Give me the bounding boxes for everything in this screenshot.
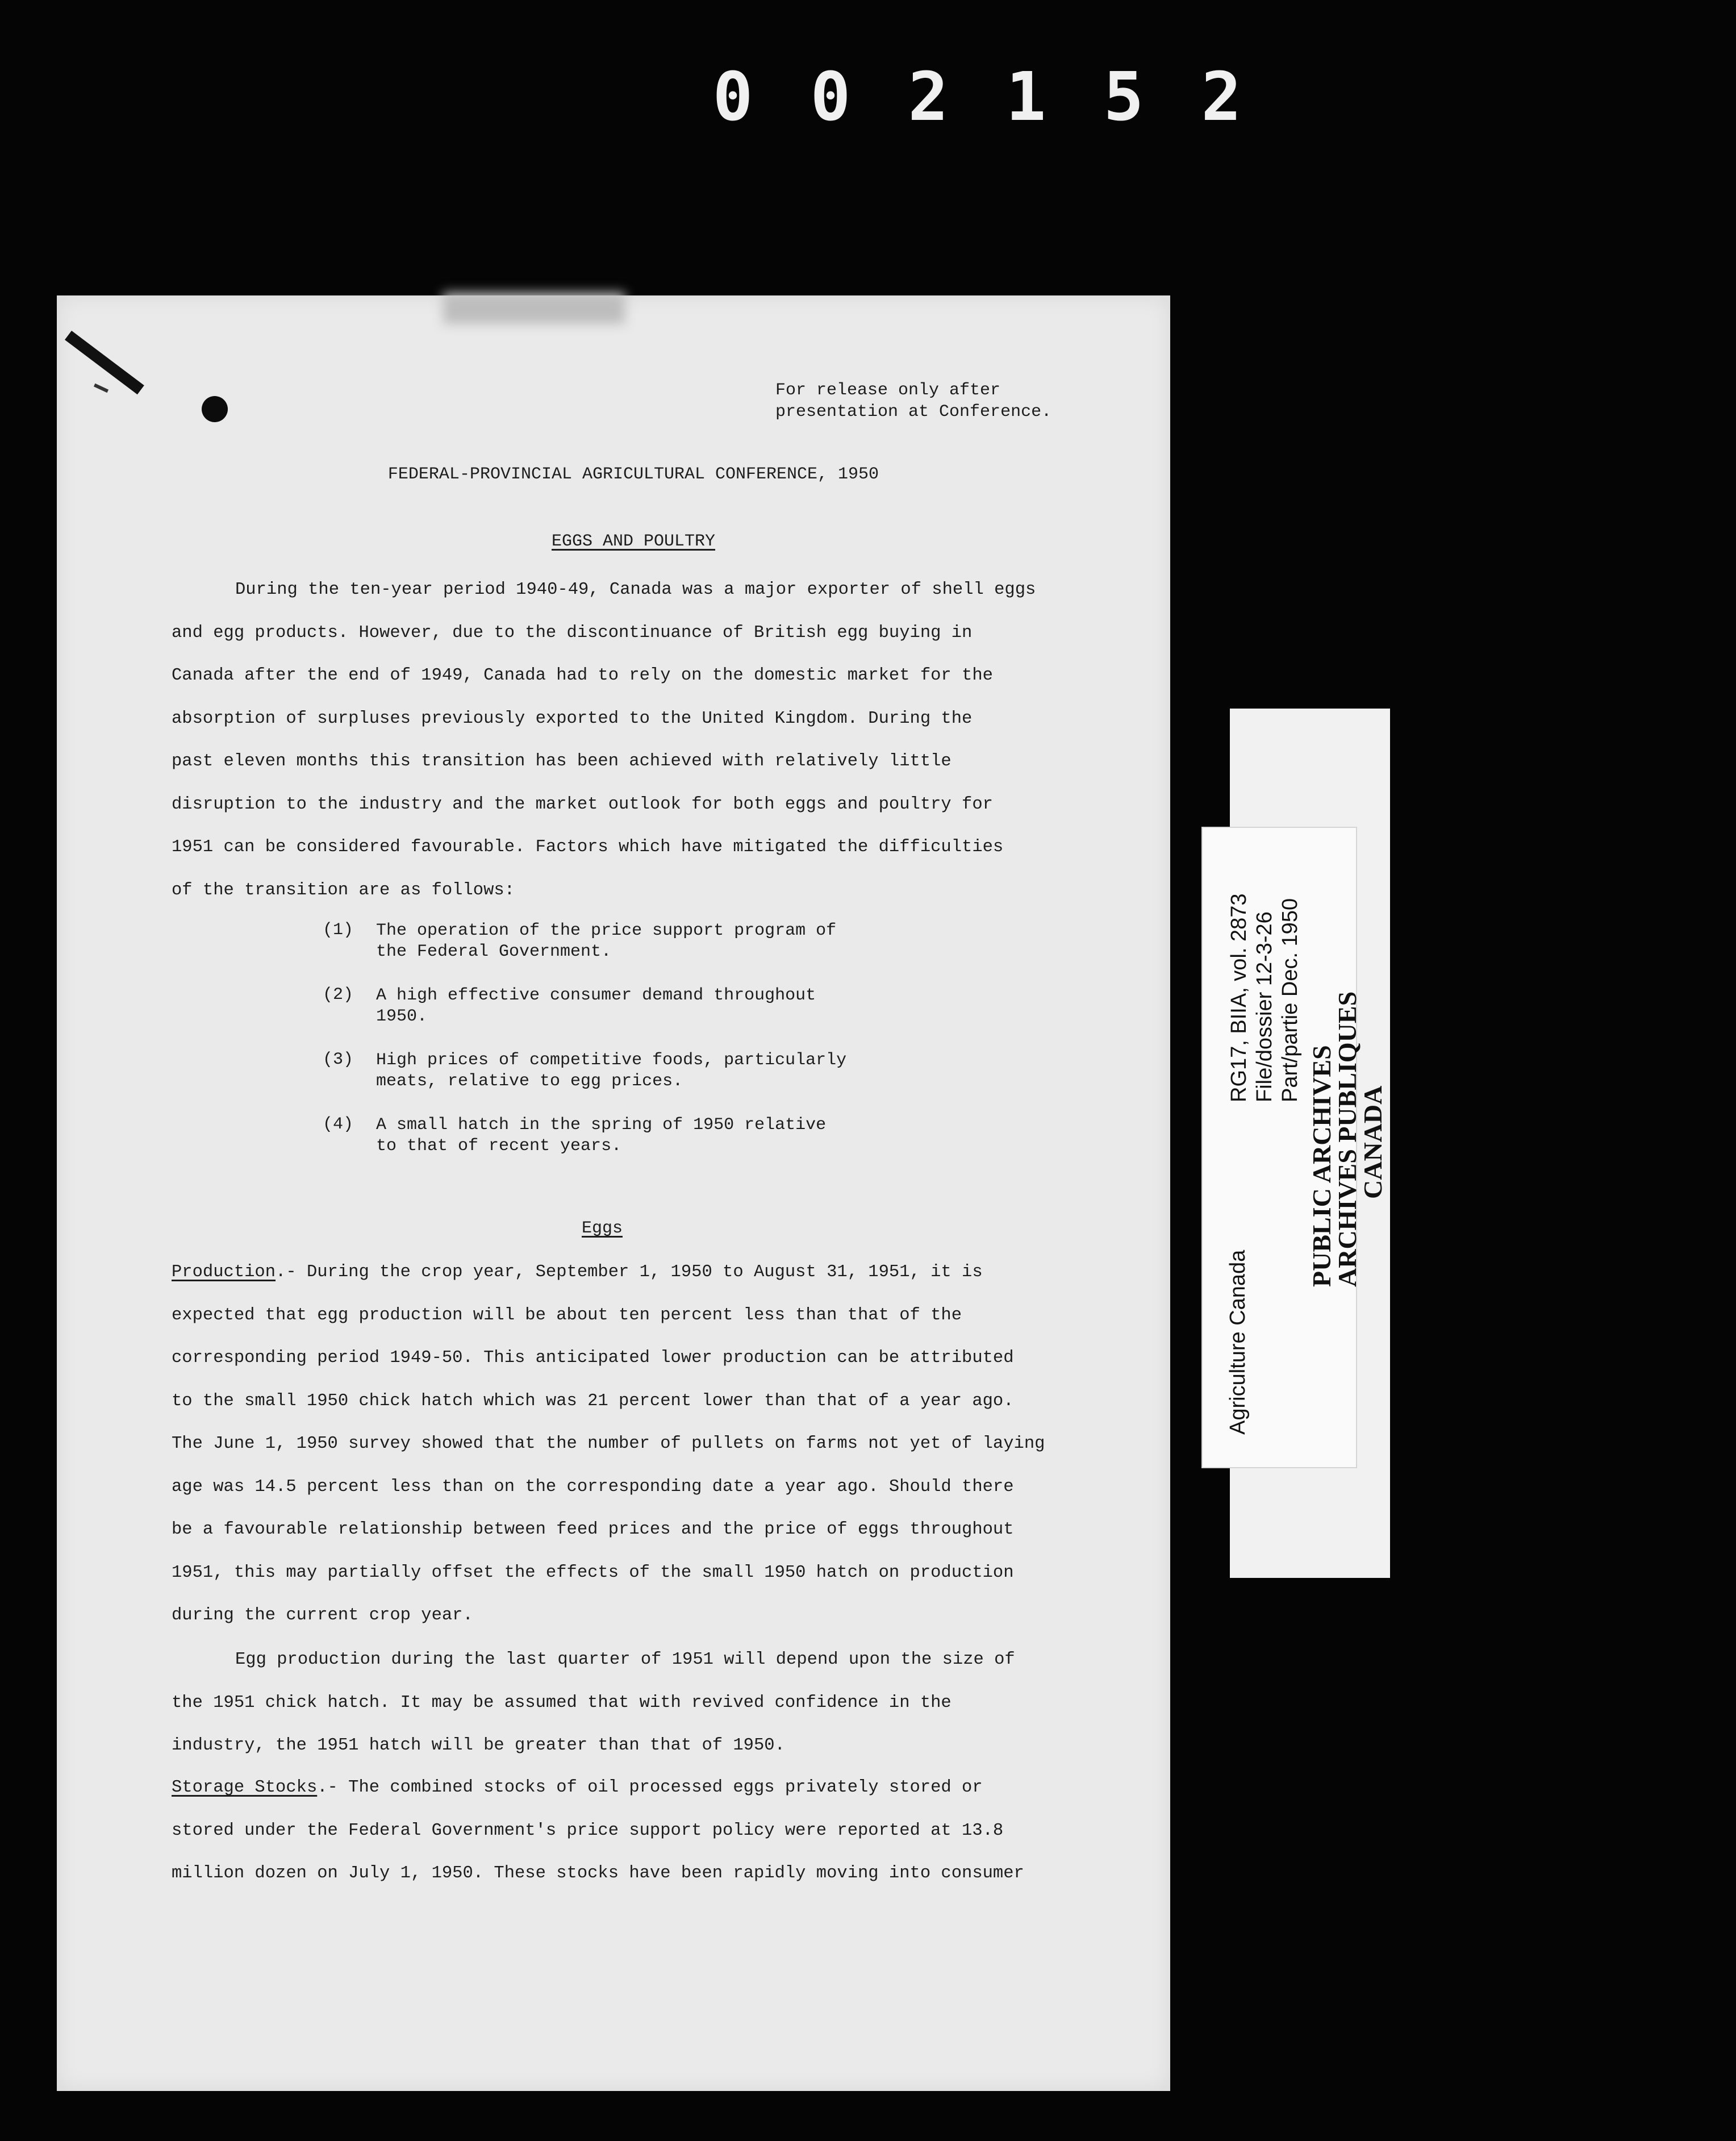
frame-digit: 2 xyxy=(908,57,949,136)
archive-ref-line-3: Part/partie Dec. 1950 xyxy=(1278,898,1302,1102)
intro-paragraph xyxy=(172,569,1086,912)
archive-department: Agriculture Canada xyxy=(1226,1249,1250,1435)
production-2-line: industry, the 1951 hatch will be greater than that of 1950. xyxy=(172,1736,785,1755)
production-label: Production xyxy=(172,1263,276,1282)
archive-name-english: PUBLIC ARCHIVES xyxy=(1307,1045,1336,1287)
production-line: during the current crop year. xyxy=(172,1606,473,1625)
release-note-line-2: presentation at Conference. xyxy=(775,402,1052,422)
production-line: to the small 1950 chick hatch which was 21 percent lower than that of a year ago. xyxy=(172,1391,1014,1411)
frame-digit: 0 xyxy=(712,57,753,136)
archive-name-french: ARCHIVES PUBLIQUES xyxy=(1333,991,1362,1287)
factor-number: (4) xyxy=(323,1115,354,1134)
storage-label: Storage Stocks xyxy=(172,1778,318,1797)
intro-line: absorption of surpluses previously exported to the United Kingdom. During the xyxy=(172,709,973,728)
production-line: expected that egg production will be about ten percent less than that of the xyxy=(172,1305,962,1325)
section-title: EGGS AND POULTRY xyxy=(551,532,716,551)
factor-text: A high effective consumer demand throughout 1950. xyxy=(376,986,816,1026)
storage-line: stored under the Federal Government's price support policy were reported at 13.8 xyxy=(172,1821,1004,1840)
production-line: The June 1, 1950 survey showed that the number of pullets on farms not yet of laying xyxy=(172,1434,1045,1453)
punch-hole xyxy=(202,396,228,422)
production-line: 1951, this may partially offset the effects of the small 1950 hatch on production xyxy=(172,1563,1014,1582)
frame-digit: 1 xyxy=(1005,57,1046,136)
release-note-line-1: For release only after xyxy=(775,381,1001,400)
intro-line: of the transition are as follows: xyxy=(172,880,515,900)
storage-first-line-text: .- The combined stocks of oil processed eggs privately stored or xyxy=(317,1778,983,1797)
eggs-heading: Eggs xyxy=(581,1219,623,1238)
storage-paragraph xyxy=(172,1767,1086,1896)
production-2-line: the 1951 chick hatch. It may be assumed that with revived confidence in the xyxy=(172,1693,952,1713)
intro-line: past eleven months this transition has been achieved with relatively little xyxy=(172,752,952,771)
factor-text: A small hatch in the spring of 1950 relative to that of recent years. xyxy=(376,1115,827,1156)
factor-text: High prices of competitive foods, particularly meats, relative to egg prices. xyxy=(376,1051,847,1091)
factor-number: (2) xyxy=(323,985,354,1005)
production-line: corresponding period 1949-50. This anticipated lower production can be attributed xyxy=(172,1348,1014,1368)
frame-number xyxy=(699,57,1255,136)
production-line: age was 14.5 percent less than on the corresponding date a year ago. Should there xyxy=(172,1477,1014,1497)
frame-digit: 5 xyxy=(1103,57,1144,136)
intro-line: and egg products. However, due to the discontinuance of British egg buying in xyxy=(172,623,973,643)
production-paragraph xyxy=(172,1251,1086,1638)
factor-number: (3) xyxy=(323,1050,354,1069)
intro-line: During the ten-year period 1940-49, Canada was a major exporter of shell eggs xyxy=(235,580,1036,599)
factor-text: The operation of the price support program of the Federal Government. xyxy=(376,921,837,961)
conference-title: FEDERAL-PROVINCIAL AGRICULTURAL CONFERENCE, 1950 xyxy=(387,465,879,484)
storage-line: million dozen on July 1, 1950. These stocks have been rapidly moving into consumer xyxy=(172,1864,1024,1883)
production-first-line xyxy=(172,1251,1086,1294)
intro-line: 1951 can be considered favourable. Factors which have mitigated the difficulties xyxy=(172,838,1004,857)
page-shadow-tab xyxy=(443,293,625,324)
production-continuation-paragraph xyxy=(172,1639,1086,1768)
factor-number: (1) xyxy=(323,920,354,940)
storage-first-line xyxy=(172,1767,1086,1810)
release-note xyxy=(775,380,1051,423)
production-line: be a favourable relationship between feed prices and the price of eggs throughout xyxy=(172,1520,1014,1539)
archive-country: CANADA xyxy=(1358,1085,1387,1199)
archive-ref-line-2: File/dossier 12-3-26 xyxy=(1253,911,1276,1102)
frame-digit: 0 xyxy=(810,57,851,136)
production-2-line: Egg production during the last quarter of 1951 will depend upon the size of xyxy=(235,1650,1015,1669)
archive-ref-line-1: RG17, BIIA, vol. 2873 xyxy=(1227,893,1251,1102)
intro-line: disruption to the industry and the market outlook for both eggs and poultry for xyxy=(172,794,993,814)
intro-line: Canada after the end of 1949, Canada had to rely on the domestic market for the xyxy=(172,666,993,685)
frame-digit: 2 xyxy=(1201,57,1242,136)
production-first-line-text: .- During the crop year, September 1, 1950 to August 31, 1951, it is xyxy=(276,1263,983,1282)
